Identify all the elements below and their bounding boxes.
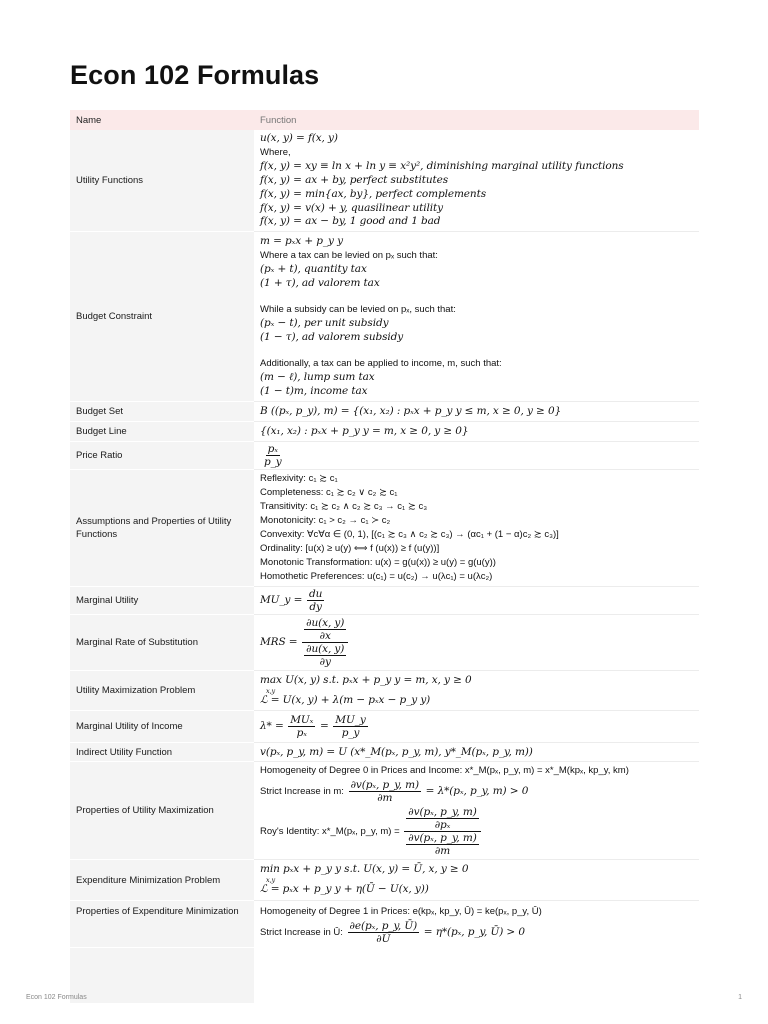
formula-line: Where, (260, 146, 291, 158)
formula-line: f(x, y) = xy ≡ ln x + ln y ≡ x²y², diminishing marginal utility functions (260, 159, 624, 172)
table-row (70, 860, 699, 901)
row-function (254, 762, 699, 860)
formula-subscript: x,y (266, 876, 276, 885)
formula-line: f(x, y) = ax + by, perfect substitutes (260, 173, 449, 186)
row-name: Utility Functions (70, 130, 254, 232)
formula-line: min pₓx + p_y y s.t. U(x, y) = Ū, x, y ≥ 0 (260, 863, 469, 876)
formula-line: ℒ = pₓx + p_y y + η(Ū − U(x, y)) (260, 883, 429, 896)
row-function (254, 442, 699, 470)
table-row (70, 711, 699, 743)
row-name: Budget Set (70, 402, 254, 422)
row-name: Budget Constraint (70, 232, 254, 402)
formula-line: (pₓ + t), quantity tax (260, 263, 367, 276)
line-gap (260, 345, 693, 357)
formula-lhs: MRS = (260, 635, 298, 648)
formula-line (260, 806, 693, 857)
formula-text: = λ*(pₓ, p_y, m) > 0 (425, 785, 529, 798)
fraction (348, 920, 420, 945)
formula-line: Homothetic Preferences: u(c₁) = u(c₂) → u(λc₁) = u(λc₂) (260, 570, 493, 582)
inner-fraction (406, 832, 478, 857)
column-header-name: Name (70, 110, 254, 130)
row-name: Properties of Expenditure Minimization (70, 901, 254, 947)
compound-fraction (302, 617, 348, 668)
formula-line: f(x, y) = ax − by, 1 good and 1 bad (260, 215, 441, 228)
row-function (254, 614, 699, 670)
formula-line: Ordinality: [u(x) ≥ u(y) ⟺ f (u(x)) ≥ f (u(y))] (260, 542, 440, 554)
formula-line: (m − ℓ), lump sum tax (260, 370, 375, 383)
formula-line: f(x, y) = v(x) + y, quasilinear utility (260, 201, 443, 214)
page-title: Econ 102 Formulas (70, 60, 320, 90)
formula-line: max U(x, y) s.t. pₓx + p_y y = m, x, y ≥ 0 (260, 673, 472, 686)
denominator: pₓ (296, 727, 307, 740)
formula-line: B ((pₓ, p_y), m) = {(x₁, x₂) : pₓx + p_y y ≤ m, x ≥ 0, y ≥ 0} (260, 404, 562, 417)
filler-cell (70, 947, 254, 1003)
formula-line: (1 − τ), ad valorem subsidy (260, 330, 404, 343)
row-function (254, 130, 699, 232)
row-name: Indirect Utility Function (70, 743, 254, 762)
formula-line: Monotonicity: c₁ > c₂ → c₁ ≻ c₂ (260, 515, 391, 527)
formula-line: (pₓ − t), per unit subsidy (260, 316, 389, 329)
row-function (254, 586, 699, 614)
row-function (254, 711, 699, 743)
inner-fraction (304, 643, 346, 668)
row-name: Marginal Rate of Substitution (70, 614, 254, 670)
formula-line: ℒ = U(x, y) + λ(m − pₓx − p_y y) (260, 693, 431, 706)
table-row (70, 130, 699, 232)
row-function (254, 743, 699, 762)
equals-sign: = (319, 720, 329, 733)
numerator: du (308, 587, 323, 600)
table-row (70, 762, 699, 860)
row-name: Properties of Utility Maximization (70, 762, 254, 860)
row-function (254, 232, 699, 402)
inner-denominator: ∂x (319, 629, 331, 642)
fraction (349, 779, 421, 804)
numerator (404, 806, 480, 832)
formula-line: Transitivity: c₁ ≿ c₂ ∧ c₂ ≿ c₃ → c₁ ≿ c₃ (260, 501, 428, 513)
table-row (70, 670, 699, 711)
row-name: Price Ratio (70, 442, 254, 470)
formula-line: v(pₓ, p_y, m) = U (x*_M(pₓ, p_y, m), y*_M(pₓ, p_y, m)) (260, 745, 533, 758)
formula-line: Homogeneity of Degree 1 in Prices: e(kpₓ, kp_y, Ū) = ke(pₓ, p_y, Ū) (260, 906, 542, 918)
denominator: ∂Ū (376, 933, 391, 946)
table-header-row (70, 110, 699, 130)
row-name: Expenditure Minimization Problem (70, 860, 254, 901)
table-row (70, 232, 699, 402)
formula-line: Homogeneity of Degree 0 in Prices and Income: x*_M(pₓ, p_y, m) = x*_M(kpₓ, kp_y, km) (260, 765, 629, 777)
formula-table (70, 110, 699, 1004)
table-row (70, 743, 699, 762)
formula-line: Completeness: c₁ ≿ c₂ ∨ c₂ ≿ c₁ (260, 487, 398, 499)
formula-line: u(x, y) = f(x, y) (260, 132, 338, 144)
denominator: ∂m (377, 792, 393, 805)
fraction (333, 714, 367, 739)
table-row (70, 422, 699, 442)
inner-fraction (304, 617, 346, 642)
row-name: Budget Line (70, 422, 254, 442)
formula-line: (1 − t)m, income tax (260, 384, 368, 397)
table-row (70, 470, 699, 586)
numerator: pₓ (267, 443, 278, 456)
formula-line: Reflexivity: c₁ ≿ c₁ (260, 473, 338, 485)
table-row (70, 586, 699, 614)
formula-line (260, 779, 693, 804)
row-name: Assumptions and Properties of Utility Functions (70, 470, 254, 586)
formula-line: Where a tax can be levied on pₓ such that: (260, 250, 438, 262)
formula-line: Additionally, a tax can be applied to income, m, such that: (260, 357, 502, 369)
formula-line (260, 920, 693, 945)
fraction (307, 588, 324, 613)
formula-line: m = pₓx + p_y y (260, 235, 343, 248)
row-name: Marginal Utility of Income (70, 711, 254, 743)
inner-denominator: ∂pₓ (434, 819, 451, 832)
numerator: ∂v(pₓ, p_y, m) (350, 779, 420, 792)
row-function (254, 402, 699, 422)
numerator: MUₓ (290, 714, 314, 727)
numerator: MU_y (335, 714, 366, 727)
line-gap (260, 291, 693, 303)
inner-numerator: ∂v(pₓ, p_y, m) (408, 806, 477, 819)
numerator (302, 617, 348, 643)
formula-text: Strict Increase in m: (260, 786, 344, 798)
formula-text: Roy's Identity: x*_M(pₓ, p_y, m) = (260, 826, 400, 838)
row-function (254, 422, 699, 442)
table-row (70, 402, 699, 422)
compound-fraction (404, 806, 480, 857)
table-row (70, 901, 699, 947)
formula-text: = η*(pₓ, p_y, Ū) > 0 (423, 926, 525, 939)
inner-fraction (406, 806, 478, 831)
row-function (254, 470, 699, 586)
footer-document-title: Econ 102 Formulas (26, 994, 87, 1001)
inner-denominator: ∂m (434, 845, 451, 858)
inner-numerator: ∂v(pₓ, p_y, m) (408, 832, 477, 845)
formula-line: Monotonic Transformation: u(x) = g(u(x)) ≥ u(y) = g(u(y)) (260, 556, 496, 568)
denominator (302, 643, 348, 668)
numerator: ∂e(pₓ, p_y, Ū) (349, 920, 418, 933)
formula-line: While a subsidy can be levied on pₓ, such that: (260, 303, 456, 315)
table-filler-row (70, 947, 699, 1003)
formula-line: Convexity: ∀c∀α ∈ (0, 1), [(c₁ ≿ c₃ ∧ c₂ ≿ c₃) → (αc₁ + (1 − α)c₂ ≿ c₃)] (260, 529, 559, 541)
fraction (262, 443, 284, 468)
row-function (254, 901, 699, 947)
footer-page-number: 1 (738, 994, 742, 1001)
filler-cell (254, 947, 699, 1003)
formula-line: {(x₁, x₂) : pₓx + p_y y = m, x ≥ 0, y ≥ 0} (260, 424, 469, 437)
formula-line: (1 + τ), ad valorem tax (260, 277, 380, 290)
denominator: dy (309, 600, 322, 613)
table-row (70, 442, 699, 470)
formula-subscript: x,y (266, 686, 276, 695)
formula-lhs: λ* = (260, 720, 284, 733)
inner-denominator: ∂y (319, 655, 331, 668)
column-header-function: Function (254, 110, 699, 130)
formula-lhs: MU_y = (260, 593, 303, 606)
denominator (404, 832, 480, 857)
table-row (70, 614, 699, 670)
row-function (254, 860, 699, 901)
denominator: p_y (264, 456, 282, 469)
inner-numerator: ∂u(x, y) (306, 616, 345, 629)
formula-line: f(x, y) = min{ax, by}, perfect complements (260, 187, 486, 200)
row-name: Marginal Utility (70, 586, 254, 614)
denominator: p_y (341, 727, 360, 740)
row-function (254, 670, 699, 711)
fraction (288, 714, 315, 739)
inner-numerator: ∂u(x, y) (306, 642, 345, 655)
row-name: Utility Maximization Problem (70, 670, 254, 711)
formula-text: Strict Increase in Ū: (260, 927, 343, 939)
